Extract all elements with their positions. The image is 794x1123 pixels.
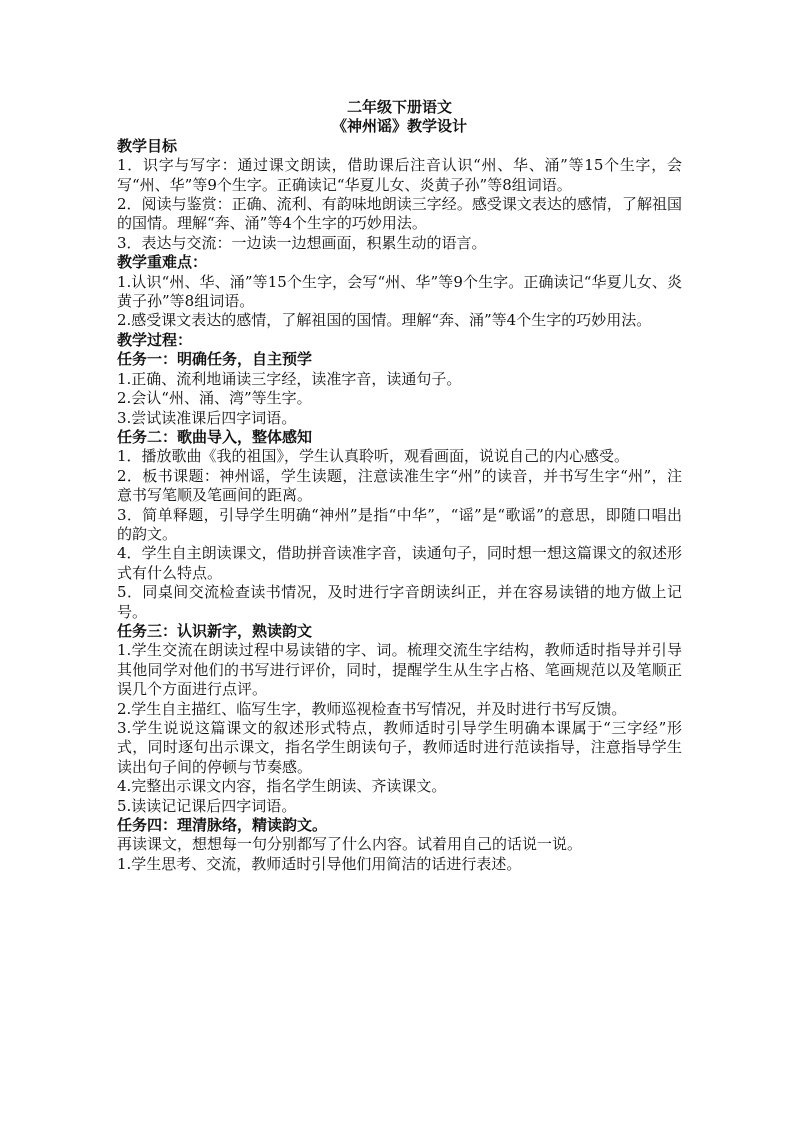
paragraph: 2．阅读与鉴赏：正确、流利、有韵味地朗读三字经。感受课文表达的感情，了解祖国的国情。理解“奔、涌”等4个生字的巧妙用法。 [117, 195, 682, 233]
section-heading: 任务三：认识新字，熟读韵文 [117, 621, 313, 640]
section-heading: 任务二：歌曲导入，整体感知 [117, 427, 313, 446]
section-heading: 任务一：明确任务，自主预学 [117, 350, 313, 369]
paragraph: 1.正确、流利地诵读三字经，读准字音，读通句子。 [117, 369, 462, 388]
section-heading: 教学重难点： [117, 253, 208, 272]
paragraph: 1.学生思考、交流，教师适时引导他们用简洁的话进行表述。 [117, 854, 522, 873]
section-heading: 教学目标 [117, 136, 178, 155]
document-page [117, 98, 682, 874]
paragraph: 1.认识“州、华、涌”等15个生字，会写“州、华”等9个生字。正确读记“华夏儿女、炎黄子孙”等8组词语。 [117, 272, 682, 311]
section-heading: 教学过程： [117, 330, 193, 349]
paragraph: 4．学生自主朗读课文，借助拼音读准字音，读通句子，同时想一想这篇课文的叙述形式有什么特点。 [117, 544, 682, 582]
paragraph: 3.尝试读准课后四字词语。 [117, 408, 297, 427]
section-heading: 任务四：理清脉络，精读韵文。 [117, 816, 328, 835]
doc-body [117, 137, 682, 874]
paragraph: 4.完整出示课文内容，指名学生朗读、齐读课文。 [117, 777, 447, 796]
paragraph: 1．播放歌曲《我的祖国》，学生认真聆听，观看画面，说说自己的内心感受。 [117, 447, 630, 466]
paragraph: 5．同桌间交流检查读书情况，及时进行字音朗读纠正，并在容易读错的地方做上记号。 [117, 583, 682, 621]
paragraph: 2．板书课题：神州谣，学生读题，注意读准生字“州”的读音，并书写生字“州”，注意书写笔顺及笔画间的距离。 [117, 466, 682, 505]
paragraph: 3.学生说说这篇课文的叙述形式特点，教师适时引导学生明确本课属于“三字经”形式，同时逐句出示课文，指名学生朗读句子，教师适时进行范读指导，注意指导学生读出句子间的停顿与节奏感。 [117, 719, 682, 776]
paragraph: 5.读读记记课后四字词语。 [117, 796, 297, 815]
paragraph: 1.学生交流在朗读过程中易读错的字、词。梳理交流生字结构，教师适时指导并引导其他同学对他们的书写进行评价，同时，提醒学生从生字占格、笔画规范以及笔顺正误几个方面进行点评。 [117, 641, 682, 699]
paragraph: 3．简单释题，引导学生明确“神州”是指“中华”，“谣”是“歌谣”的意思，即随口唱出的韵文。 [117, 505, 682, 543]
paragraph: 1．识字与写字：通过课文朗读，借助课后注音认识“州、华、涌”等15个生字，会写“州、华”等9个生字。正确读记“华夏儿女、炎黄子孙”等8组词语。 [117, 156, 682, 194]
paragraph: 再读课文，想想每一句分别都写了什么内容。试着用自己的话说一说。 [117, 835, 583, 854]
paragraph: 3．表达与交流：一边读一边想画面，积累生动的语言。 [117, 233, 487, 252]
paragraph: 2.感受课文表达的感情，了解祖国的国情。理解“奔、涌”等4个生字的巧妙用法。 [117, 311, 652, 330]
doc-title: 二年级下册语文 [346, 98, 452, 116]
paragraph: 2.学生自主描红、临写生字，教师巡视检查书写情况，并及时进行书写反馈。 [117, 699, 627, 718]
paragraph: 2.会认“州、涌、湾”等生字。 [117, 389, 312, 408]
doc-subtitle: 《神州谣》教学设计 [331, 117, 467, 136]
